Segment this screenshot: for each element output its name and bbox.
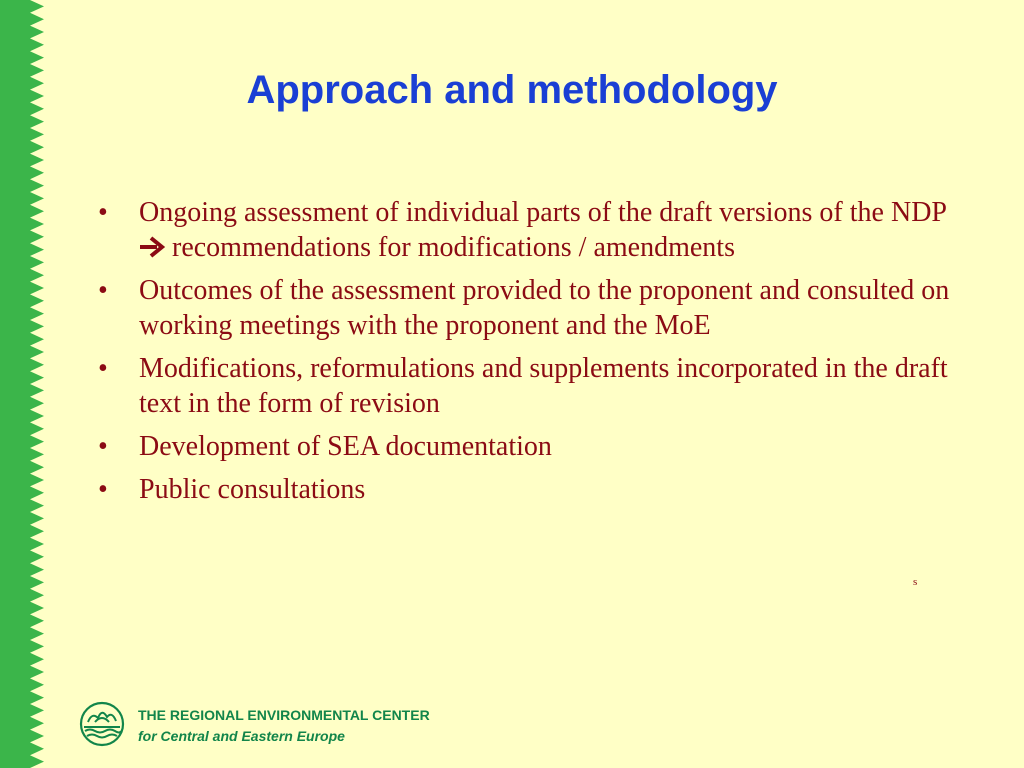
stray-character: s: [913, 576, 918, 588]
bullet-marker: •: [98, 197, 108, 228]
bullet-text-continued: recommendations for modifications / amendments: [165, 232, 735, 263]
bullet-marker: •: [98, 431, 108, 462]
bullet-text: Outcomes of the assessment provided to the proponent and consulted on working meetings with the proponent and the MoE: [139, 275, 950, 341]
bullet-text: Public consultations: [139, 474, 366, 505]
rec-logo-icon: [78, 700, 126, 748]
bullet-marker: •: [98, 353, 108, 384]
bullet-item: [98, 273, 968, 343]
bullet-list: [98, 195, 968, 515]
bullet-item: [98, 472, 968, 507]
bullet-marker: •: [98, 474, 108, 505]
right-arrow-icon: [139, 236, 165, 258]
bullet-item: [98, 429, 968, 464]
organization-name: THE REGIONAL ENVIRONMENTAL CENTER: [138, 707, 430, 723]
bullet-item: [98, 351, 968, 421]
bullet-text: Ongoing assessment of individual parts of the draft versions of the NDP: [139, 197, 946, 228]
bullet-marker: •: [98, 275, 108, 306]
bullet-item: [98, 195, 968, 265]
green-zigzag-border: [0, 0, 46, 768]
bullet-text: Development of SEA documentation: [139, 431, 552, 462]
bullet-text: Modifications, reformulations and supplements incorporated in the draft text in the form of revision: [139, 353, 948, 419]
slide-title: Approach and methodology: [246, 68, 778, 112]
organization-subtitle: for Central and Eastern Europe: [138, 728, 345, 744]
